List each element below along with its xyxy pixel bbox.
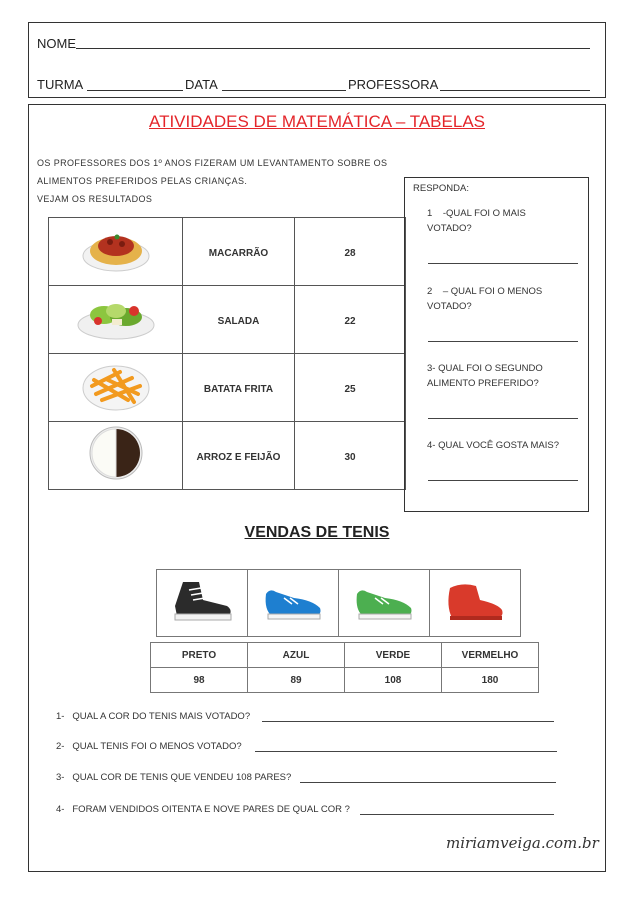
food-image-cell [49,218,183,286]
answer-line-2[interactable] [428,341,578,342]
sales-value-cell: 108 [345,668,442,693]
shoes-image-row [156,569,521,637]
food-value: 22 [344,315,356,327]
answer-line-3[interactable] [428,418,578,419]
sales-value-cell: 98 [151,668,248,693]
sales-value-cell: 180 [442,668,539,693]
food-name: MACARRÃO [208,247,269,259]
professora-label: PROFESSORA [348,77,439,92]
question-2: 2 – QUAL FOI O MENOS VOTADO? [427,286,543,312]
answer-line-4[interactable] [428,480,578,481]
food-value: 25 [344,383,356,395]
intro-line-1: OS PROFESSORES DOS 1º ANOS FIZERAM UM LEVANTAMENTO SOBRE OS [37,158,388,168]
sales-header-cell: VERMELHO [442,643,539,668]
intro-line-3: VEJAM OS RESULTADOS [37,194,153,204]
bottom-answer-line-2[interactable] [255,751,557,752]
sales-header-cell: VERDE [345,643,442,668]
bottom-question-4: 4- FORAM VENDIDOS OITENTA E NOVE PARES DE QUAL COR ? [56,804,350,815]
shoe-image-cell [157,570,248,637]
turma-field[interactable] [87,90,183,91]
food-name: ARROZ E FEIJÃO [196,451,281,463]
table-row [49,218,406,286]
black-sneaker-icon [169,576,235,626]
question-4: 4- QUAL VOCÊ GOSTA MAIS? [427,440,559,451]
shoe-image-cell [430,570,521,637]
bottom-question-2: 2- QUAL TENIS FOI O MENOS VOTADO? [56,741,242,752]
bottom-answer-line-1[interactable] [262,721,554,722]
bottom-question-3: 3- QUAL COR DE TENIS QUE VENDEU 108 PARES? [56,772,292,783]
section-title: VENDAS DE TENIS [244,524,390,541]
food-image-cell [49,422,183,490]
food-image-cell [49,286,183,354]
food-value: 30 [344,451,356,463]
shoe-image-cell [339,570,430,637]
table-row [49,354,406,422]
answer-line-1[interactable] [428,263,578,264]
salad-icon [74,291,158,343]
sales-header-cell: AZUL [248,643,345,668]
signature: miriamveiga.com.br [446,834,599,852]
food-table [48,217,406,490]
intro-text [37,154,387,208]
food-name: BATATA FRITA [203,383,274,395]
data-field[interactable] [222,90,346,91]
food-name: SALADA [217,315,260,327]
table-row [49,286,406,354]
shoe-image-cell [248,570,339,637]
sales-value-cell: 89 [248,668,345,693]
data-label: DATA [185,77,218,92]
table-row [151,668,539,693]
fries-icon [80,358,152,412]
responda-heading: RESPONDA: [413,183,469,194]
blue-sneaker-icon [260,576,326,626]
red-sneaker-icon [442,576,508,626]
table-row [49,422,406,490]
page-title: ATIVIDADES DE MATEMÁTICA – TABELAS [149,112,485,131]
nome-field[interactable] [76,48,590,49]
professora-field[interactable] [440,90,590,91]
bottom-answer-line-4[interactable] [360,814,554,815]
question-1: 1 -QUAL FOI O MAIS VOTADO? [427,208,526,234]
header-box [28,22,606,98]
food-value: 28 [344,247,356,259]
bottom-answer-line-3[interactable] [300,782,556,783]
sales-table [150,642,539,693]
food-image-cell [49,354,183,422]
green-sneaker-icon [351,576,417,626]
rice-beans-icon [86,423,146,483]
bottom-question-1: 1- QUAL A COR DO TENIS MAIS VOTADO? [56,711,251,722]
intro-line-2: ALIMENTOS PREFERIDOS PELAS CRIANÇAS. [37,176,248,186]
table-row [151,643,539,668]
pasta-icon [80,224,152,274]
sales-header-cell: PRETO [151,643,248,668]
turma-label: TURMA [37,77,84,92]
nome-label: NOME [37,36,76,51]
question-3: 3- QUAL FOI O SEGUNDO ALIMENTO PREFERIDO? [427,363,543,389]
